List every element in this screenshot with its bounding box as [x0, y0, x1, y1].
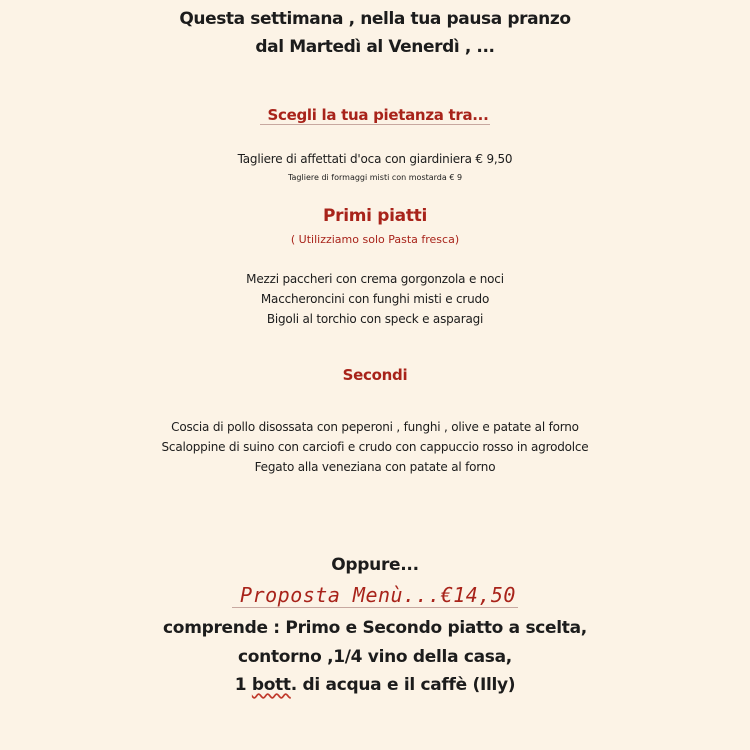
secondi-item-1: Coscia di pollo disossata con peperoni , funghi , olive e patate al forno	[171, 420, 579, 434]
antipasto-item-2: Tagliere di formaggi misti con mostarda € 9	[287, 173, 463, 182]
offer-line-3	[0, 675, 750, 695]
secondi-item-2: Scaloppine di suino con carciofi e crudo con cappuccio rosso in agrodolce	[161, 440, 589, 454]
secondi-item-3: Fegato alla veneziana con patate al forno	[254, 460, 496, 474]
offer-bott-word: bott	[251, 675, 291, 695]
offer-line-1: comprende : Primo e Secondo piatto a scelta,	[163, 618, 587, 638]
offer-line-3-start: 1	[234, 675, 252, 695]
offer-line-2: contorno ,1/4 vino della casa,	[238, 647, 512, 667]
primi-title: Primi piatti	[322, 206, 428, 226]
oppure-label: Oppure...	[331, 555, 419, 575]
header-line-2: dal Martedì al Venerdì , ...	[255, 37, 495, 57]
choose-heading	[0, 106, 750, 124]
primi-item-2: Maccheroncini con funghi misti e crudo	[260, 292, 490, 306]
primi-subtitle: ( Utilizziamo solo Pasta fresca)	[290, 233, 460, 246]
primi-item-3: Bigoli al torchio con speck e asparagi	[266, 312, 484, 326]
proposta-menu	[0, 583, 750, 607]
header-line-1: Questa settimana , nella tua pausa pranzo	[179, 9, 571, 29]
offer-line-3-end: . di acqua e il caffè (Illy)	[290, 675, 516, 695]
proposta-label: Proposta Menù...€14,50	[232, 583, 518, 608]
secondi-title: Secondi	[342, 366, 408, 384]
choose-label: Scegli la tua pietanza tra...	[260, 106, 491, 125]
primi-item-1: Mezzi paccheri con crema gorgonzola e noci	[246, 272, 504, 286]
antipasto-item-1: Tagliere di affettati d'oca con giardiniera € 9,50	[237, 152, 513, 166]
